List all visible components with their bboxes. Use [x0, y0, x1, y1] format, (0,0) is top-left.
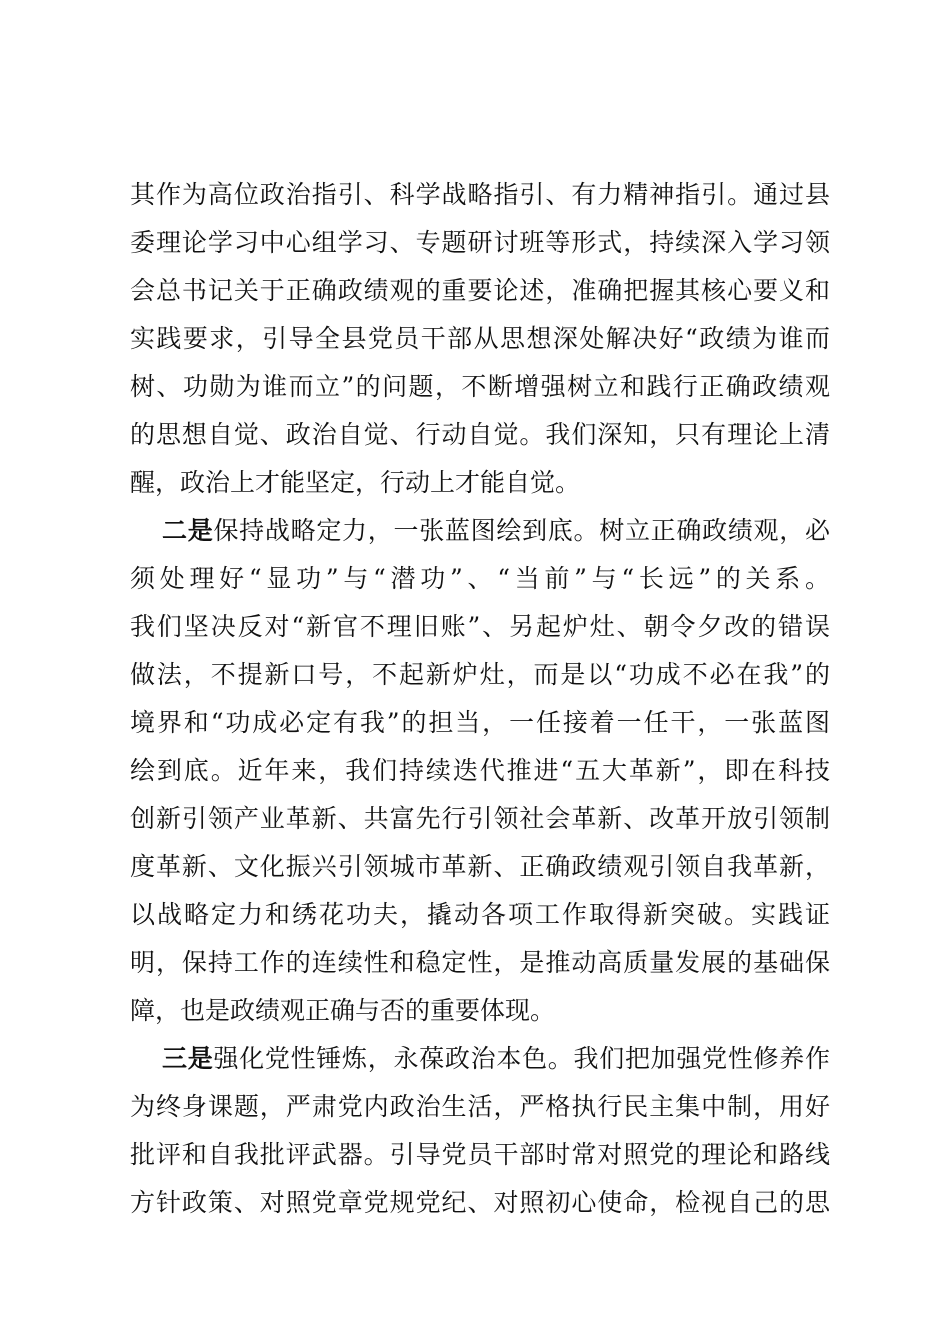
- paragraph-2-line: [130, 555, 830, 603]
- line-text: 障，也是政绩观正确与否的重要体现。: [130, 996, 556, 1025]
- paragraph-1-line: [130, 171, 830, 219]
- line-text: 批评和自我批评武器。引导党员干部时常对照党的理论和路线: [130, 1140, 830, 1169]
- line-text: 保持战略定力，一张蓝图绘到底。树立正确政绩观，必: [213, 516, 830, 545]
- paragraph-2-line: [130, 603, 830, 651]
- line-text: 强化党性锤炼，永葆政治本色。我们把加强党性修养作: [213, 1044, 830, 1073]
- paragraph-2-line: [130, 699, 830, 747]
- paragraph-1-line: [130, 267, 830, 315]
- line-text: 以战略定力和绣花功夫，撬动各项工作取得新突破。实践证: [130, 900, 830, 929]
- paragraph-3-line: [162, 1035, 830, 1083]
- line-text: 做法，不提新口号，不起新炉灶，而是以“功成不必在我”的: [130, 660, 830, 689]
- paragraph-3-line: [130, 1131, 830, 1179]
- paragraph-2-line: [130, 939, 830, 987]
- line-text: 须处理好“显功”与“潜功”、“当前”与“长远”的关系。: [130, 564, 830, 593]
- line-text: 为终身课题，严肃党内政治生活，严格执行民主集中制，用好: [130, 1092, 830, 1121]
- paragraph-2-line: [130, 891, 830, 939]
- paragraph-lead: 二是: [162, 516, 214, 545]
- line-text: 树、功勋为谁而立”的问题，不断增强树立和践行正确政绩观: [130, 372, 830, 401]
- paragraph-1-line: [130, 411, 830, 459]
- line-text: 的思想自觉、政治自觉、行动自觉。我们深知，只有理论上清: [130, 420, 830, 449]
- paragraph-1-line: [130, 219, 830, 267]
- paragraph-3-line: [130, 1179, 830, 1227]
- line-text: 度革新、文化振兴引领城市革新、正确政绩观引领自我革新，: [130, 852, 830, 881]
- line-text: 方针政策、对照党章党规党纪、对照初心使命，检视自己的思: [130, 1188, 830, 1217]
- line-text: 醒，政治上才能坚定，行动上才能自觉。: [130, 468, 581, 497]
- paragraph-2-line: [130, 651, 830, 699]
- paragraph-2-line: [130, 843, 830, 891]
- line-text: 创新引领产业革新、共富先行引领社会革新、改革开放引领制: [130, 804, 830, 833]
- paragraph-2-line: [130, 795, 830, 843]
- line-text: 会总书记关于正确政绩观的重要论述，准确把握其核心要义和: [130, 276, 830, 305]
- paragraph-3-line: [130, 1083, 830, 1131]
- paragraph-lead: 三是: [162, 1044, 214, 1073]
- line-text: 实践要求，引导全县党员干部从思想深处解决好“政绩为谁而: [130, 324, 830, 353]
- paragraph-1-line: [130, 459, 830, 507]
- paragraph-2-line: [130, 747, 830, 795]
- line-text: 境界和“功成必定有我”的担当，一任接着一任干，一张蓝图: [130, 708, 830, 737]
- paragraph-1-line: [130, 363, 830, 411]
- paragraph-2-line: [130, 987, 830, 1035]
- line-text: 我们坚决反对“新官不理旧账”、另起炉灶、朝令夕改的错误: [130, 612, 830, 641]
- line-text: 明，保持工作的连续性和稳定性，是推动高质量发展的基础保: [130, 948, 830, 977]
- line-text: 其作为高位政治指引、科学战略指引、有力精神指引。通过县: [130, 180, 830, 209]
- paragraph-2-line: [162, 507, 830, 555]
- line-text: 委理论学习中心组学习、专题研讨班等形式，持续深入学习领: [130, 228, 830, 257]
- paragraph-1-line: [130, 315, 830, 363]
- line-text: 绘到底。近年来，我们持续迭代推进“五大革新”，即在科技: [130, 756, 830, 785]
